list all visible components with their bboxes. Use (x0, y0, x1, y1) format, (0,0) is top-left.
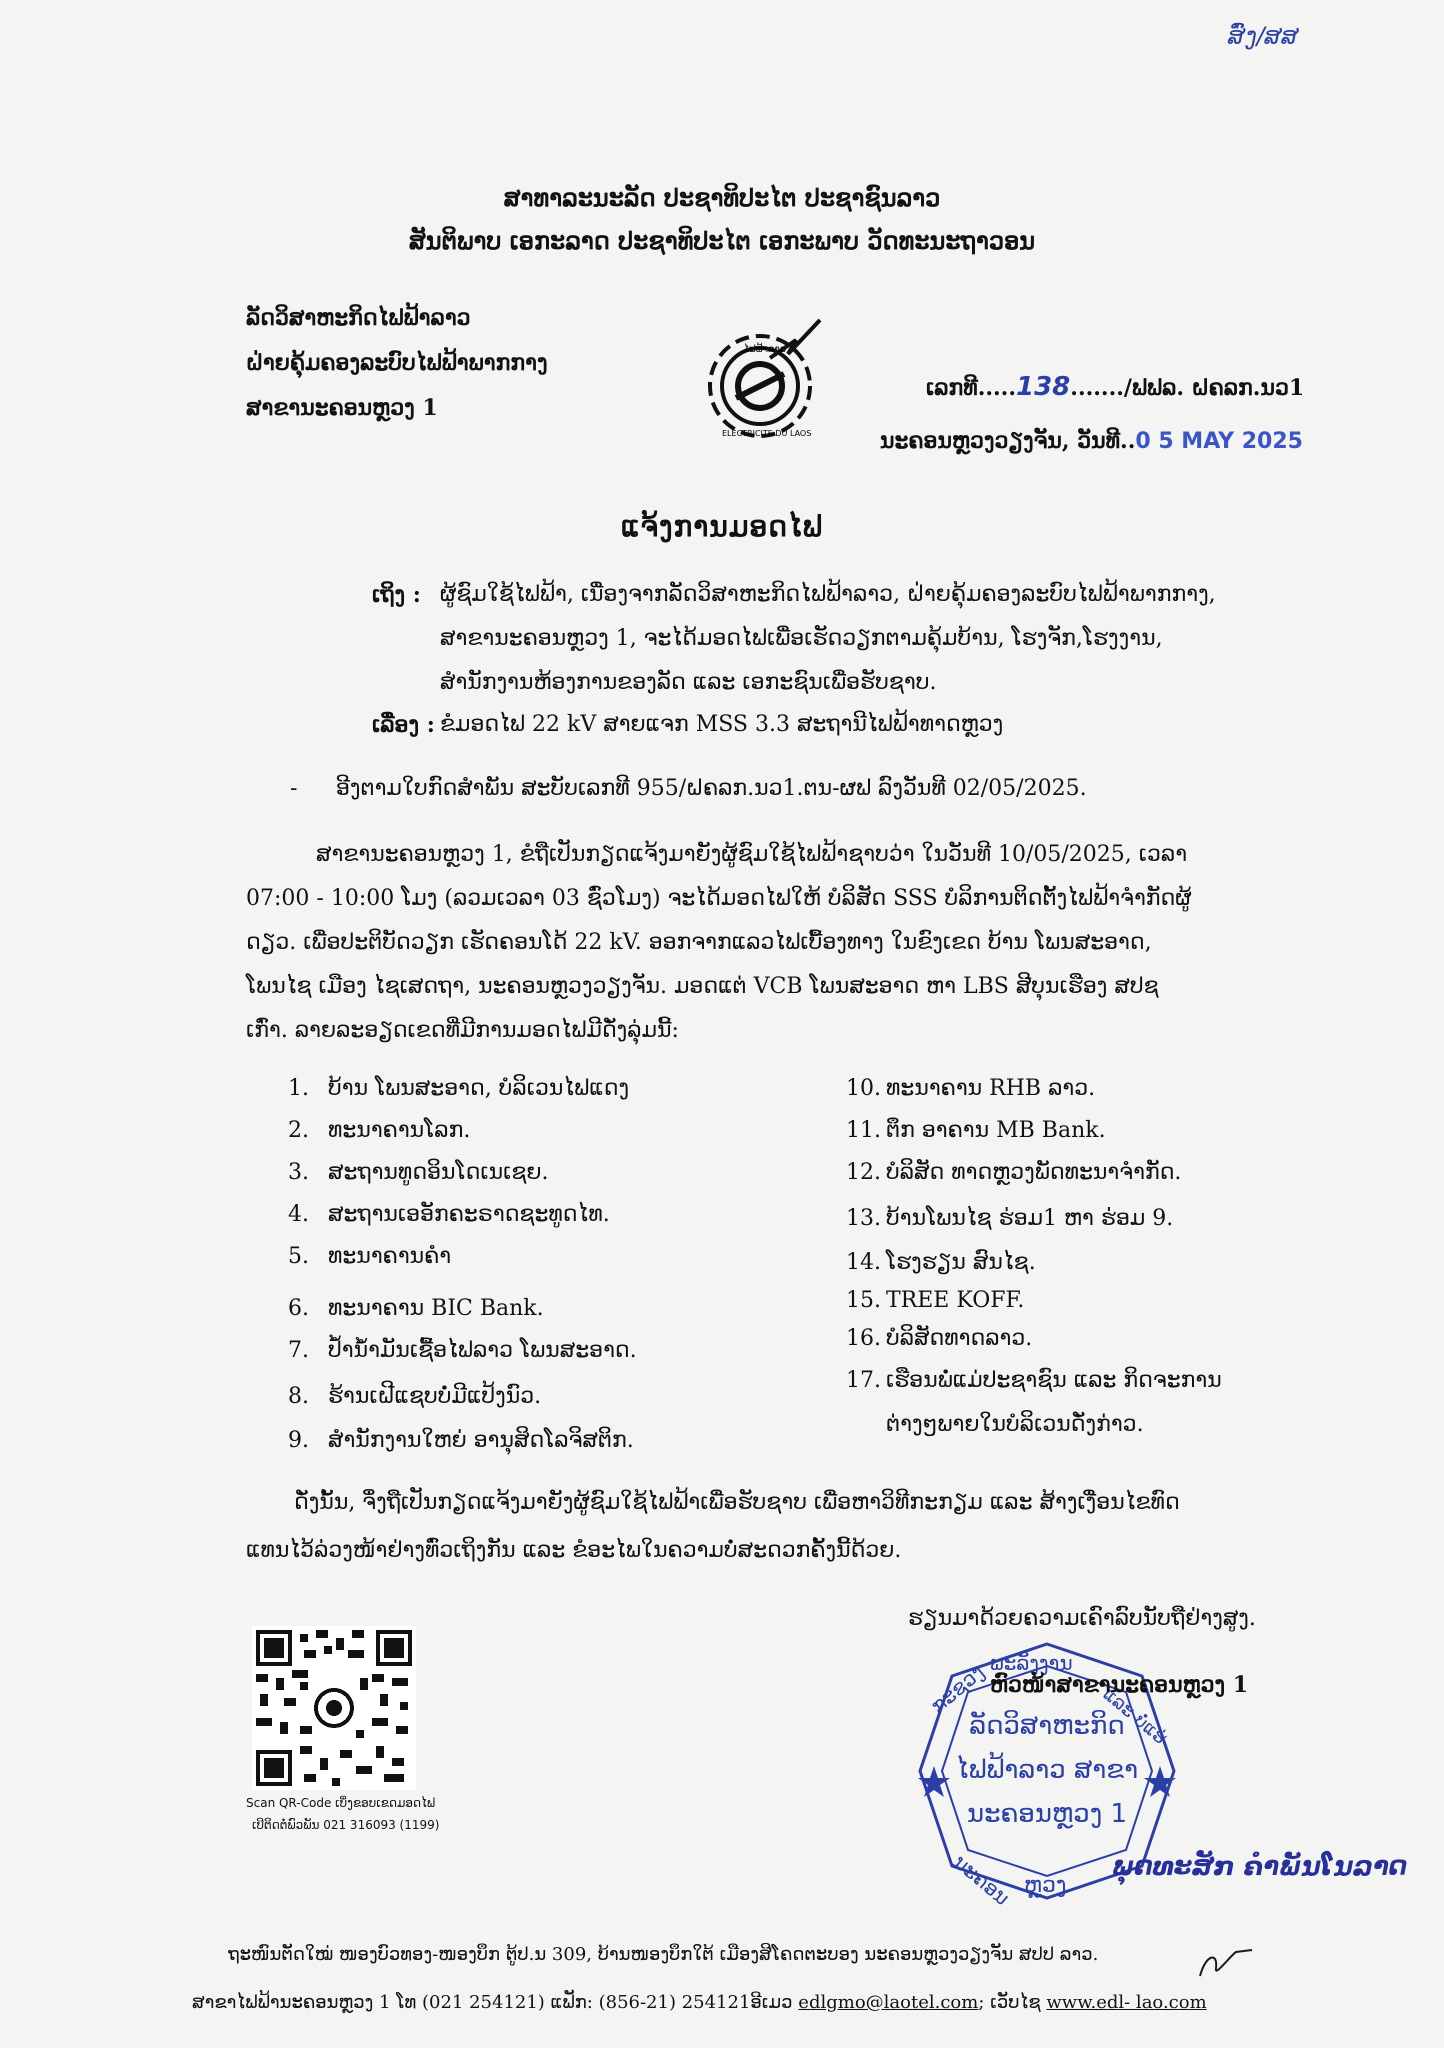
ref-number-label: ເລກທີ (926, 375, 978, 401)
stamp-right-text: ແລະ ບໍ່ແຮ່ (1098, 1683, 1171, 1749)
list-item: 2. ທະນາຄານໂລກ. (288, 1118, 471, 1143)
footer-contact: ສາຂາໄຟຟ້ານະຄອນຫຼວງ 1 ໂທ (021 254121) ແຟັກ: (856-21) 254121ອີເມວ edlgmo@laotel.com; ເວັບໄຊ www.edl- lao.com (192, 1992, 1207, 2013)
to-label: ເຖິງ : (372, 582, 421, 608)
closing-line1: ດັ່ງນັ້ນ, ຈຶ່ງຖືເປັນກຽດແຈ້ງມາຍັງຜູ້ຊົມໃຊ້ໄຟຟ້າເພື່ອຮັບຊາບ ເພື່ອຫາວິທີກະກຽມ ແລະ ສ້າງເງື່ອນໄຂທົດ (294, 1490, 1180, 1515)
stamp-bottom-left-text: ນະຄອນ (948, 1849, 1015, 1906)
list-item: 1. ບ້ານ ໂພນສະອາດ, ບໍລິເວນໄຟແດງ (288, 1076, 630, 1101)
list-item: 8. ຮ້ານເຝີແຊບບໍ່ມີແປ້ງນົວ. (288, 1384, 542, 1409)
footer-website-link[interactable]: www.edl- lao.com (1046, 1992, 1207, 2013)
logo-top-text: ໄຟຟ້າລາວ (744, 344, 787, 355)
ref-number-handwritten: 138 (1016, 372, 1071, 402)
basis-text: ອີງຕາມໃບກົດສຳພັນ ສະບັບເລກທີ 955/ຝຄລກ.ນວ1.ຕນ-ຜຟ ລົງວັນທີ 02/05/2025. (336, 776, 1087, 801)
footer-email-link[interactable]: edlgmo@laotel.com (798, 1992, 979, 2013)
to-line3: ສຳນັກງານຫ້ອງການຂອງລັດ ແລະ ເອກະຊົນເພື່ອຮັບຊາບ. (440, 670, 937, 695)
to-line2: ສາຂານະຄອນຫຼວງ 1, ຈະໄດ້ມອດໄຟເພື່ອເຮັດວຽກຕາມຄຸ້ມບ້ານ, ໂຮງຈັກ,ໂຮງງານ, (440, 626, 1163, 651)
logo-bottom-text: ELECTRICITE DU LAOS (722, 429, 812, 438)
signatory-name: ພຸດທະສັກ ຄຳພັນໂນລາດ (1112, 1852, 1408, 1882)
stamp-left-text: ກະຊວງ (925, 1659, 989, 1718)
list-item: 14. ໂຮງຮຽນ ສົນໄຊ. (846, 1250, 1036, 1275)
list-item: 4. ສະຖານເອອັກຄະຣາດຊະທູດໄທ. (288, 1202, 610, 1227)
org-line1: ລັດວິສາຫະກິດໄຟຟ້າລາວ (246, 305, 471, 331)
reference-number: ເລກທີ.....138......./ຟຟລ. ຝຄລກ.ນວ1 (926, 372, 1305, 402)
subject-text: ຂໍມອດໄຟ 22 kV ສາຍແຈກ MSS 3.3 ສະຖານີໄຟຟ້າທາດຫຼວງ (440, 712, 1004, 737)
stamp-line1: ລັດວິສາຫະກິດ (969, 1711, 1125, 1741)
list-item: 15. TREE KOFF. (846, 1288, 1025, 1313)
stamp-top-text: ພະລັງງານ (990, 1651, 1073, 1675)
to-line1: ຜູ້ຊົມໃຊ້ໄຟຟ້າ, ເນື່ອງຈາກລັດວິສາຫະກິດໄຟຟ້າລາວ, ຝ່າຍຄຸ້ມຄອງລະບົບໄຟຟ້າພາກກາງ, (440, 582, 1216, 607)
list-item: 7. ປໍ້ານໍ້າມັນເຊື້ອໄຟລາວ ໂພນສະອາດ. (288, 1338, 637, 1363)
qr-caption-line2: ເບີຕິດຕໍ່ພົວພັນ 021 316093 (1199) (252, 1818, 440, 1832)
paragraph-line: ດຽວ. ເພື່ອປະຕິບັດວຽກ ເຮັດຄອນໂດ້ 22 kV. ອອກຈາກແລວໄຟເບື້ອງທາງ ໃນຂົງເຂດ ບ້ານ ໂພນສະອາດ, (246, 930, 1152, 955)
date-stamp: 0 5 MAY 2025 (1135, 429, 1303, 454)
edl-logo (700, 318, 832, 450)
paragraph-line: 07:00 - 10:00 ໂມງ (ລວມເວລາ 03 ຊົ່ວໂມງ) ຈະໄດ້ມອດໄຟໃຫ້ ບໍລິສັດ SSS ບໍລິການຕິດຕັ້ງໄຟຟ້າຈຳກັດຜູ້ (246, 886, 1192, 911)
place-date-line: ນະຄອນຫຼວງວຽງຈັນ, ວັນທີ..0 5 MAY 2025 (880, 428, 1303, 454)
national-header-line1: ສາທາລະນະລັດ ປະຊາທິປະໄຕ ປະຊາຊົນລາວ (503, 183, 941, 212)
place-label: ນະຄອນຫຼວງວຽງຈັນ, ວັນທີ (880, 428, 1121, 454)
closing-line2: ແທນໄວ້ລ່ວງໜ້າຢ່າງທົ່ວເຖິງກັນ ແລະ ຂໍອະໄພໃນຄວາມບໍ່ສະດວກຄັ້ງນີ້ດ້ວຍ. (246, 1538, 902, 1563)
list-item: 3. ສະຖານທູດອິນໂດເນເຊຍ. (288, 1160, 549, 1185)
initials-signature (1196, 1946, 1256, 1982)
qr-code[interactable] (252, 1626, 416, 1790)
document-title: ແຈ້ງການມອດໄຟ (621, 510, 823, 543)
paragraph-line: ເກົ່າ. ລາຍລະອຽດເຂດທີ່ມີການມອດໄຟມີດັ່ງລຸ່ມນີ້: (246, 1018, 679, 1043)
qr-caption-line1: Scan QR-Code ເບິ່ງຂອບເຂດມອດໄຟ (246, 1796, 436, 1810)
stamp-line2: ໄຟຟ້າລາວ ສາຂາ (955, 1755, 1139, 1785)
footer-address: ຖະໜົນຕັດໃໝ່ ໜອງບົວທອງ-ໜອງບຶກ ຕູ້ປ.ນ 309, ບ້ານໜອງບຶກໃຕ້ ເມືອງສີໂຄດຕະບອງ ນະຄອນຫຼວງວຽງຈັນ ສປປ ລາວ. (228, 1944, 1099, 1965)
ref-number-suffix: /ຟຟລ. ຝຄລກ.ນວ1 (1123, 375, 1305, 401)
list-item: 10. ທະນາຄານ RHB ລາວ. (846, 1076, 1096, 1101)
org-line2: ຝ່າຍຄຸ້ມຄອງລະບົບໄຟຟ້າພາກກາງ (246, 350, 548, 376)
list-item: 5. ທະນາຄານຄຳ (288, 1244, 452, 1269)
list-item: 6. ທະນາຄານ BIC Bank. (288, 1296, 544, 1321)
list-item: ຕ່າງໆພາຍໃນບໍລິເວນດັ່ງກ່າວ. (886, 1412, 1144, 1437)
list-item: 12. ບໍລິສັດ ທາດຫຼວງພັດທະນາຈຳກັດ. (846, 1160, 1182, 1185)
stamp-bottom-text: ຫຼວງ (1024, 1873, 1067, 1898)
signatory-title: ຫົວໜ້າສາຂານະຄອນຫຼວງ 1 (990, 1672, 1249, 1698)
handwritten-corner-note: ສົ່ງ/ສສ (1228, 22, 1299, 50)
list-item: 16. ບໍລິສັດທາດລາວ. (846, 1326, 1033, 1351)
list-item: 13. ບ້ານໂພນໄຊ ຮ່ອມ1 ຫາ ຮ່ອມ 9. (846, 1206, 1174, 1231)
regards: ຮຽນມາດ້ວຍຄວາມເຄົາລົບນັບຖືຢ່າງສູງ. (908, 1606, 1256, 1631)
paragraph-line: ສາຂານະຄອນຫຼວງ 1, ຂໍຖືເປັນກຽດແຈ້ງມາຍັງຜູ້ຊົມໃຊ້ໄຟຟ້າຊາບວ່າ ໃນວັນທີ 10/05/2025, ເວລາ (316, 842, 1188, 867)
basis-bullet: - (290, 776, 298, 801)
list-item: 11. ຕຶກ ອາຄານ MB Bank. (846, 1118, 1106, 1143)
list-item: 17. ເຮືອນພໍ່ແມ່ປະຊາຊົນ ແລະ ກິດຈະການ (846, 1368, 1222, 1393)
list-item: 9. ສຳນັກງານໃຫຍ່ ອານຸສິດໂລຈິສຕິກ. (288, 1428, 634, 1453)
national-header-line2: ສັນຕິພາບ ເອກະລາດ ປະຊາທິປະໄຕ ເອກະພາບ ວັດທະນະຖາວອນ (408, 226, 1036, 255)
paragraph-line: ໂພນໄຊ ເມືອງ ໄຊເສດຖາ, ນະຄອນຫຼວງວຽງຈັນ. ມອດແຕ່ VCB ໂພນສະອາດ ຫາ LBS ສີບຸນເຮືອງ ສປຊ (246, 974, 1159, 999)
stamp-line3: ນະຄອນຫຼວງ 1 (966, 1799, 1128, 1829)
footer-contact-text: ສາຂາໄຟຟ້ານະຄອນຫຼວງ 1 ໂທ (021 254121) ແຟັກ: (856-21) 254121ອີເມວ (192, 1992, 799, 2013)
org-line3: ສາຂານະຄອນຫຼວງ 1 (246, 395, 438, 421)
subject-label: ເລື່ອງ : (372, 712, 435, 738)
